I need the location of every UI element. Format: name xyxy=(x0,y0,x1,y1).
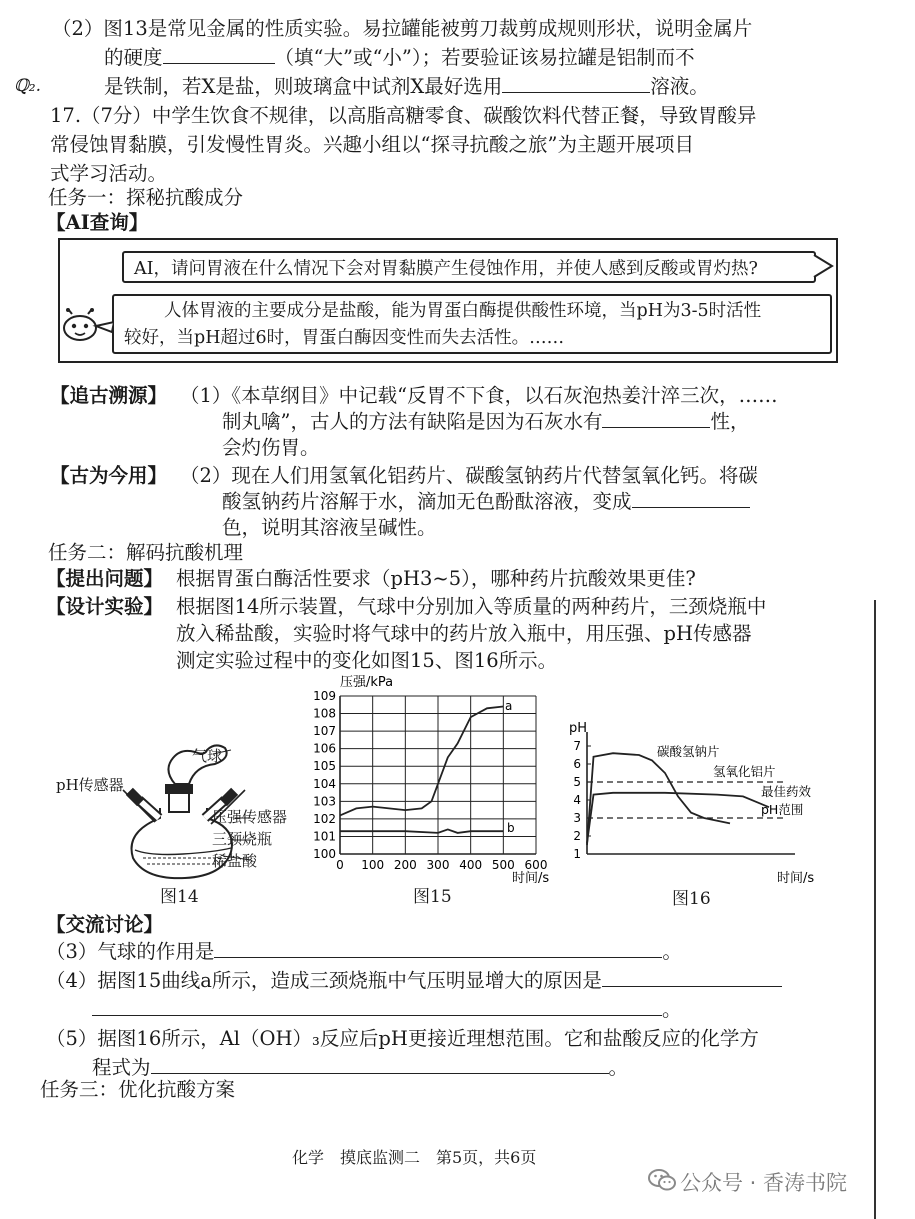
fig15-ytick: 107 xyxy=(313,724,336,739)
q16-line3: 是铁制，若X是盐，则玻璃盒中试剂X最好选用 溶液。 xyxy=(104,72,709,101)
fig16-range-label-1: 最佳药效 xyxy=(761,784,812,799)
robot-icon xyxy=(58,308,114,348)
q16-line2: 的硬度 （填“大”或“小”）；若要验证该易拉罐是铝制而不 xyxy=(104,43,695,72)
fig14-balloon-label: 气球 xyxy=(192,747,223,765)
fig15-xtick: 400 xyxy=(459,858,483,872)
fig14-caption: 图14 xyxy=(160,887,199,907)
q5-line2: 程式为 。 xyxy=(92,1053,628,1082)
design-line2: 放入稀盐酸，实验时将气球中的药片放入瓶中，用压强、pH传感器 xyxy=(176,622,752,645)
fig14-pressure-sensor-label: 压强传感器 xyxy=(212,808,288,826)
fig15-xtick: 600 xyxy=(524,858,548,872)
trace-label: 【追古溯源】 xyxy=(50,384,168,407)
modern-label: 【古为今用】 xyxy=(50,464,168,487)
discussion-label: 【交流讨论】 xyxy=(46,913,164,936)
fig15-label-a: a xyxy=(505,699,513,713)
ai-query-label: 【AI查询】 xyxy=(46,211,149,234)
modern-line1: （2）现在人们用氢氧化铝药片、碳酸氢钠药片代替氢氧化钙。将碳 xyxy=(180,464,758,487)
fig16-range-label-2: pH范围 xyxy=(761,802,804,817)
fig15-caption: 图15 xyxy=(413,887,452,907)
fig14-acid-label: 稀盐酸 xyxy=(212,852,258,870)
q5-line1: （5）据图16所示，Al（OH）₃反应后pH更接近理想范围。它和盐酸反应的化学方 xyxy=(46,1027,759,1050)
fig16-ytick: 1 xyxy=(573,847,581,861)
fig16-ytick: 2 xyxy=(573,829,581,843)
q17-line1: 17.（7分）中学生饮食不规律，以高脂高糖零食、碳酸饮料代替正餐，导致胃酸异 xyxy=(50,104,757,127)
fig15-ytick: 106 xyxy=(313,741,336,756)
ai-question-bubble: AI，请问胃液在什么情况下会对胃黏膜产生侵蚀作用，并使人感到反酸或胃灼热? xyxy=(122,251,816,283)
fig15-ytick: 101 xyxy=(313,829,336,844)
fig16-label-aloh3: 氢氧化铝片 xyxy=(713,764,776,779)
reagent-x-blank[interactable] xyxy=(502,72,650,93)
modern-line2: 酸氢钠药片溶解于水，滴加无色酚酞溶液，变成 xyxy=(222,487,750,516)
modern-line3: 色，说明其溶液呈碱性。 xyxy=(222,516,437,539)
limewater-property-blank[interactable] xyxy=(602,407,710,428)
fig15-ytick: 102 xyxy=(313,811,336,826)
fig14-flask-label: 三颈烧瓶 xyxy=(212,830,273,848)
q16-line1: （2）图13是常见金属的性质实验。易拉罐能被剪刀裁剪成规则形状，说明金属片 xyxy=(52,17,753,40)
page-edge-line xyxy=(874,600,876,1219)
fig16-chart xyxy=(565,712,835,887)
trace-line1: （1）《本草纲目》中记载“反胃不下食，以石灰泡热姜汁淬三次，…… xyxy=(180,384,778,407)
q4-line1: （4）据图15曲线a所示，造成三颈烧瓶中气压明显增大的原因是 xyxy=(46,966,782,995)
wechat-icon xyxy=(648,1168,676,1192)
fig16-ytick: 6 xyxy=(573,757,581,771)
fig15-curve-b xyxy=(340,829,503,833)
fig16-caption: 图16 xyxy=(672,889,711,909)
trace-line3: 会灼伤胃。 xyxy=(222,436,320,459)
fig15-ytick: 108 xyxy=(313,706,336,721)
phenolphthalein-color-blank[interactable] xyxy=(632,487,750,508)
fig14-ph-sensor-label: pH传感器 xyxy=(56,776,124,794)
balloon-role-blank[interactable] xyxy=(214,937,662,958)
fig15-xtick: 200 xyxy=(393,858,417,872)
design-line3: 测定实验过程中的变化如图15、图16所示。 xyxy=(176,649,558,672)
design-line1: 根据图14所示装置，气球中分别加入等质量的两种药片，三颈烧瓶中 xyxy=(176,595,767,618)
fig15-ytick: 103 xyxy=(313,794,336,809)
fig15-xtick: 500 xyxy=(491,858,515,872)
fig16-series-nahco3 xyxy=(587,753,730,845)
fig16-ylabel: pH xyxy=(569,721,588,736)
q17-line2: 常侵蚀胃黏膜，引发慢性胃炎。兴趣小组以“探寻抗酸之旅”为主题开展项目 xyxy=(50,133,694,156)
equation-blank[interactable] xyxy=(151,1053,609,1074)
watermark-text: 公众号 · 香涛书院 xyxy=(680,1171,848,1195)
fig16-ticks xyxy=(573,739,581,861)
fig16-ytick: 4 xyxy=(573,793,581,807)
fig16-ytick: 7 xyxy=(573,739,581,753)
fig16-xlabel: 时间/s xyxy=(777,871,815,886)
q17-line3: 式学习活动。 xyxy=(50,162,168,185)
fig16-label-nahco3: 碳酸氢钠片 xyxy=(657,744,720,759)
ask-text: 根据胃蛋白酶活性要求（pH3~5），哪种药片抗酸效果更佳? xyxy=(176,567,696,590)
fig15-xtick: 100 xyxy=(361,858,385,872)
page-footer: 化学 摸底监测二 第5页，共6页 xyxy=(292,1148,537,1167)
fig15-chart xyxy=(300,670,560,885)
fig15-label-b: b xyxy=(507,821,515,835)
q3-line: （3）气球的作用是 。 xyxy=(46,937,682,966)
fig15-ytick: 109 xyxy=(313,689,336,703)
task2-title: 任务二：解码抗酸机理 xyxy=(48,541,244,564)
hardness-blank[interactable] xyxy=(163,43,275,64)
fig15-ytick: 105 xyxy=(313,759,336,774)
fig15-ytick: 104 xyxy=(313,776,336,791)
margin-mark: ℚ₂. xyxy=(14,76,42,96)
fig15-xlabel: 时间/s xyxy=(512,871,550,885)
fig15-ylabel: 压强/kPa xyxy=(340,675,394,690)
q4-line2: 。 xyxy=(92,995,682,1024)
pressure-reason-blank-1[interactable] xyxy=(602,966,782,987)
ask-label: 【提出问题】 xyxy=(46,567,164,590)
fig15-xtick: 0 xyxy=(336,858,344,872)
ai-answer-bubble: 人体胃液的主要成分是盐酸，能为胃蛋白酶提供酸性环境，当pH为3-5时活性 较好，当pH超过6时，胃蛋白酶因变性而失去活性。…… xyxy=(112,294,832,354)
trace-line2: 制丸噙”，古人的方法有缺陷是因为石灰水有 性， xyxy=(222,407,750,436)
fig15-curve-a xyxy=(340,707,503,816)
fig15-xtick: 300 xyxy=(426,858,450,872)
design-label: 【设计实验】 xyxy=(46,595,164,618)
fig16-ytick: 3 xyxy=(573,811,581,825)
fig16-ytick: 5 xyxy=(573,775,581,789)
pressure-reason-blank-2[interactable] xyxy=(92,995,662,1016)
question-bubble-tail xyxy=(810,253,836,281)
fig15-ticks xyxy=(313,689,547,872)
task3-title: 任务三：优化抗酸方案 xyxy=(40,1078,236,1101)
task1-title: 任务一：探秘抗酸成分 xyxy=(48,186,244,209)
fig15-ytick: 100 xyxy=(313,847,336,861)
